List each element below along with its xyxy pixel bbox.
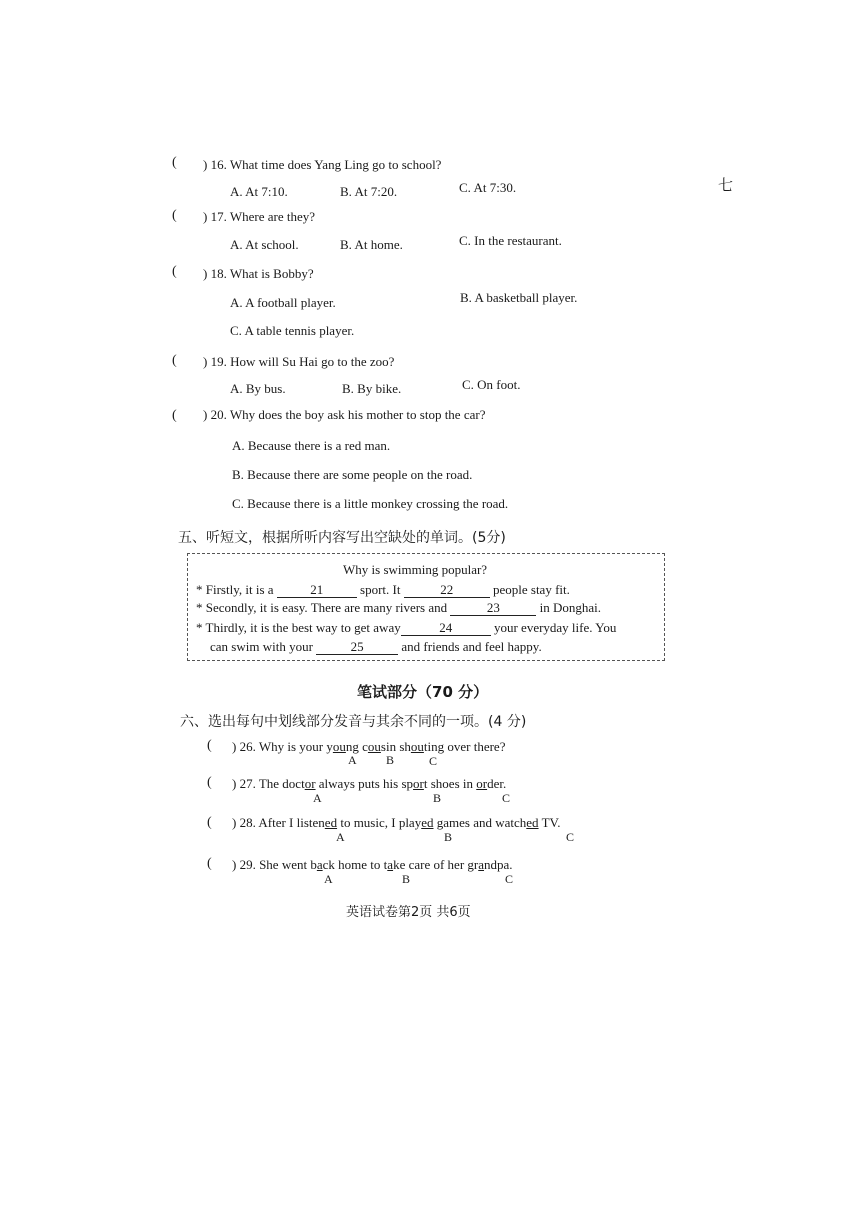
option-17b: B. At home. — [340, 237, 403, 252]
answer-paren-19[interactable]: ( — [172, 353, 177, 368]
passage-title: Why is swimming popular? — [343, 562, 488, 577]
letter-27b: B — [433, 791, 442, 805]
question-28: ) 28. After I listened to music, I played games and watched TV. — [232, 815, 561, 830]
letter-28a: A — [336, 830, 345, 844]
letter-27c: C — [502, 791, 511, 805]
question-27: ) 27. The doctor always puts his sport shoes in order. — [232, 776, 507, 791]
blank-22[interactable]: 22 — [404, 583, 490, 598]
option-16b: B. At 7:20. — [340, 184, 398, 199]
question-26: ) 26. Why is your young cousin shouting over there? — [232, 739, 506, 754]
letter-28b: B — [444, 830, 453, 844]
answer-paren-16[interactable]: ( — [172, 155, 177, 170]
option-20b: B. Because there are some people on the road. — [232, 467, 473, 482]
blank-21[interactable]: 21 — [277, 583, 357, 598]
section-6-heading: 六、选出每句中划线部分发音与其余不同的一项。(4 分) — [180, 714, 527, 730]
answer-paren-17[interactable]: ( — [172, 208, 177, 223]
letter-28c: C — [566, 830, 575, 844]
option-18a: A. A football player. — [230, 295, 336, 310]
question-18: ) 18. What is Bobby? — [203, 266, 314, 281]
option-19b: B. By bike. — [342, 381, 402, 396]
answer-paren-20[interactable]: ( — [172, 408, 177, 423]
letter-29a: A — [324, 872, 333, 886]
letter-26c: C — [429, 754, 438, 768]
question-19: ) 19. How will Su Hai go to the zoo? — [203, 354, 395, 369]
option-19a: A. By bus. — [230, 381, 286, 396]
question-16: ) 16. What time does Yang Ling go to school? — [203, 157, 442, 172]
passage-line-2: * Secondly, it is easy. There are many rivers and 23 in Donghai. — [196, 600, 602, 615]
letter-29b: B — [402, 872, 411, 886]
question-29: ) 29. She went back home to take care of her grandpa. — [232, 857, 513, 872]
answer-paren-26[interactable]: ( — [207, 738, 212, 753]
question-17: ) 17. Where are they? — [203, 209, 316, 224]
option-20c: C. Because there is a little monkey crossing the road. — [232, 496, 509, 511]
option-17a: A. At school. — [230, 237, 299, 252]
corner-mark: 七 — [718, 178, 734, 194]
answer-paren-18[interactable]: ( — [172, 264, 177, 279]
passage-line-3: * Thirdly, it is the best way to get away 24 your everyday life. You — [196, 620, 617, 635]
option-17c: C. In the restaurant. — [459, 233, 562, 248]
answer-paren-29[interactable]: ( — [207, 856, 212, 871]
letter-26b: B — [386, 753, 395, 767]
blank-25[interactable]: 25 — [316, 640, 398, 655]
option-20a: A. Because there is a red man. — [232, 438, 391, 453]
blank-23[interactable]: 23 — [450, 601, 536, 616]
passage-line-4: can swim with your 25 and friends and feel happy. — [210, 639, 542, 654]
section-5-heading: 五、听短文，根据所听内容写出空缺处的单词。(5分) — [178, 530, 506, 546]
option-19c: C. On foot. — [462, 377, 521, 392]
blank-24[interactable]: 24 — [401, 621, 491, 636]
letter-27a: A — [313, 791, 322, 805]
letter-29c: C — [505, 872, 514, 886]
answer-paren-27[interactable]: ( — [207, 775, 212, 790]
option-16c: C. At 7:30. — [459, 180, 517, 195]
written-part-title: 笔试部分（70 分） — [357, 683, 489, 701]
letter-26a: A — [348, 753, 357, 767]
option-18b: B. A basketball player. — [460, 290, 578, 305]
question-20: ) 20. Why does the boy ask his mother to stop the car? — [203, 407, 486, 422]
option-18c: C. A table tennis player. — [230, 323, 355, 338]
option-16a: A. At 7:10. — [230, 184, 288, 199]
page-footer: 英语试卷第2页 共6页 — [346, 905, 471, 920]
passage-line-1: * Firstly, it is a 21 sport. It 22 people stay fit. — [196, 582, 570, 597]
answer-paren-28[interactable]: ( — [207, 815, 212, 830]
